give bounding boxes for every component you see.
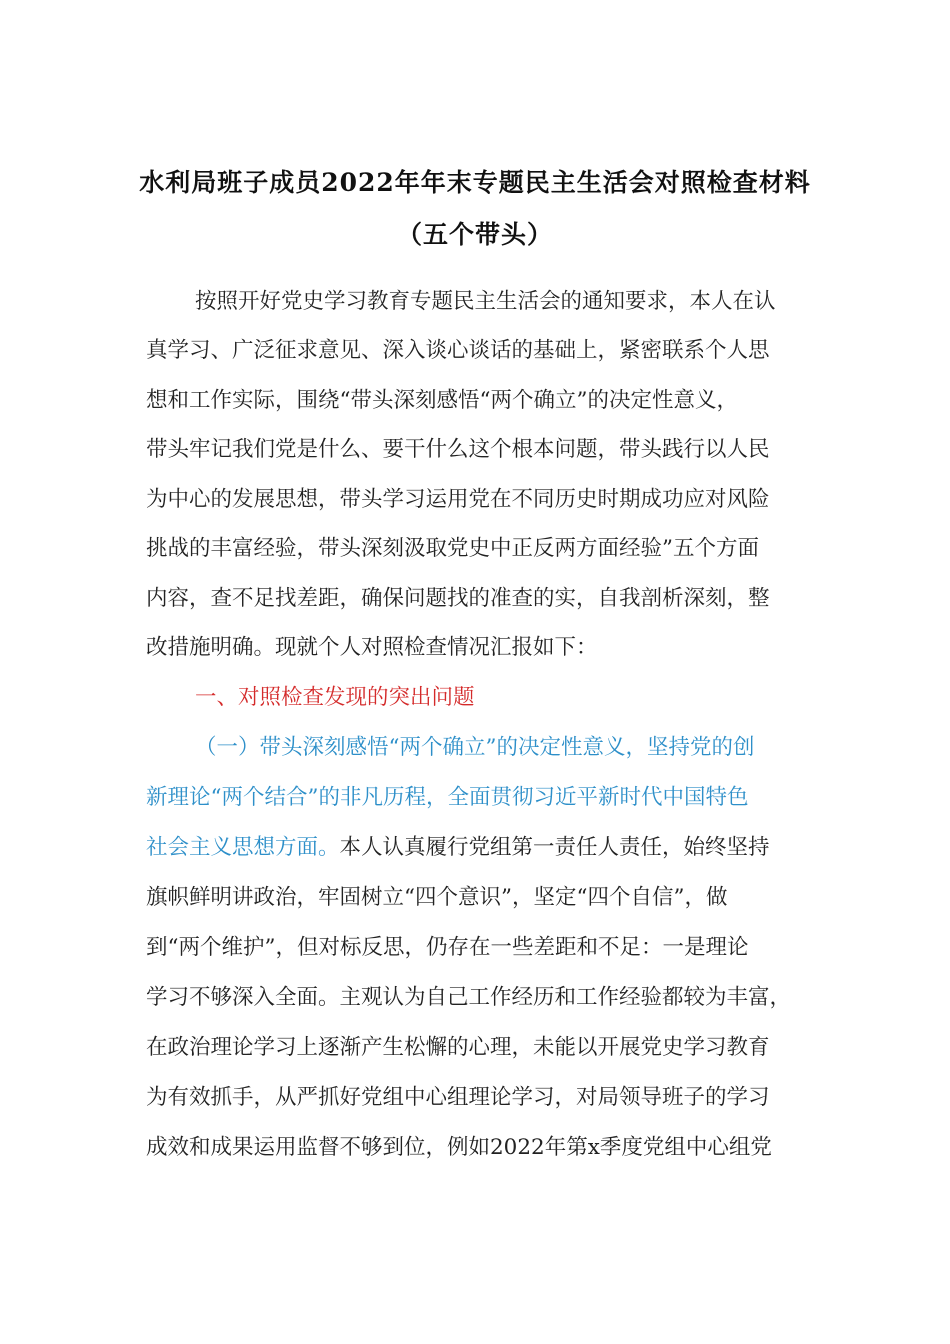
body-line-1: 旗帜鲜明讲政治，牢固树立“四个意识”，坚定“四个自信”，做 <box>146 885 728 910</box>
subsection-heading-line-3: 社会主义思想方面。 <box>146 835 340 860</box>
body-line-4: 在政治理论学习上逐渐产生松懈的心理，未能以开展党史学习教育 <box>146 1035 770 1060</box>
intro-line-8: 改措施明确。现就个人对照检查情况汇报如下： <box>146 635 598 660</box>
subsection-line-3 <box>146 833 806 863</box>
document-subtitle: （五个带头） <box>396 220 553 249</box>
intro-line-4: 带头牢记我们党是什么、要干什么这个根本问题，带头践行以人民 <box>146 437 770 462</box>
intro-line-6: 挑战的丰富经验，带头深刻汲取党史中正反两方面经验”五个方面 <box>146 536 759 561</box>
body-line-2: 到“两个维护”，但对标反思，仍存在一些差距和不足：一是理论 <box>146 935 749 960</box>
body-line-3: 学习不够深入全面。主观认为自己工作经历和工作经验都较为丰富， <box>146 985 792 1010</box>
intro-line-1: 按照开好党史学习教育专题民主生活会的通知要求，本人在认 <box>195 289 776 314</box>
intro-line-3: 想和工作实际，围绕“带头深刻感悟“两个确立”的决定性意义， <box>146 388 738 413</box>
subsection-heading-line-2: 新理论“两个结合”的非凡历程，全面贯彻习近平新时代中国特色 <box>146 785 749 810</box>
intro-line-2: 真学习、广泛征求意见、深入谈心谈话的基础上，紧密联系个人思 <box>146 338 770 363</box>
subsection-heading-line-1: （一）带头深刻感悟“两个确立”的决定性意义，坚持党的创 <box>195 735 755 760</box>
intro-line-5: 为中心的发展思想，带头学习运用党在不同历史时期成功应对风险 <box>146 487 770 512</box>
intro-line-7: 内容，查不足找差距，确保问题找的准查的实，自我剖析深刻，整 <box>146 586 770 611</box>
document-title: 水利局班子成员2022年年末专题民主生活会对照检查材料 <box>139 168 811 197</box>
subsection-body-start: 本人认真履行党组第一责任人责任，始终坚持 <box>339 835 770 860</box>
section-heading: 一、对照检查发现的突出问题 <box>195 685 475 710</box>
body-line-5: 为有效抓手，从严抓好党组中心组理论学习，对局领导班子的学习 <box>146 1085 770 1110</box>
body-line-6: 成效和成果运用监督不够到位，例如2022年第x季度党组中心组党 <box>146 1135 772 1160</box>
